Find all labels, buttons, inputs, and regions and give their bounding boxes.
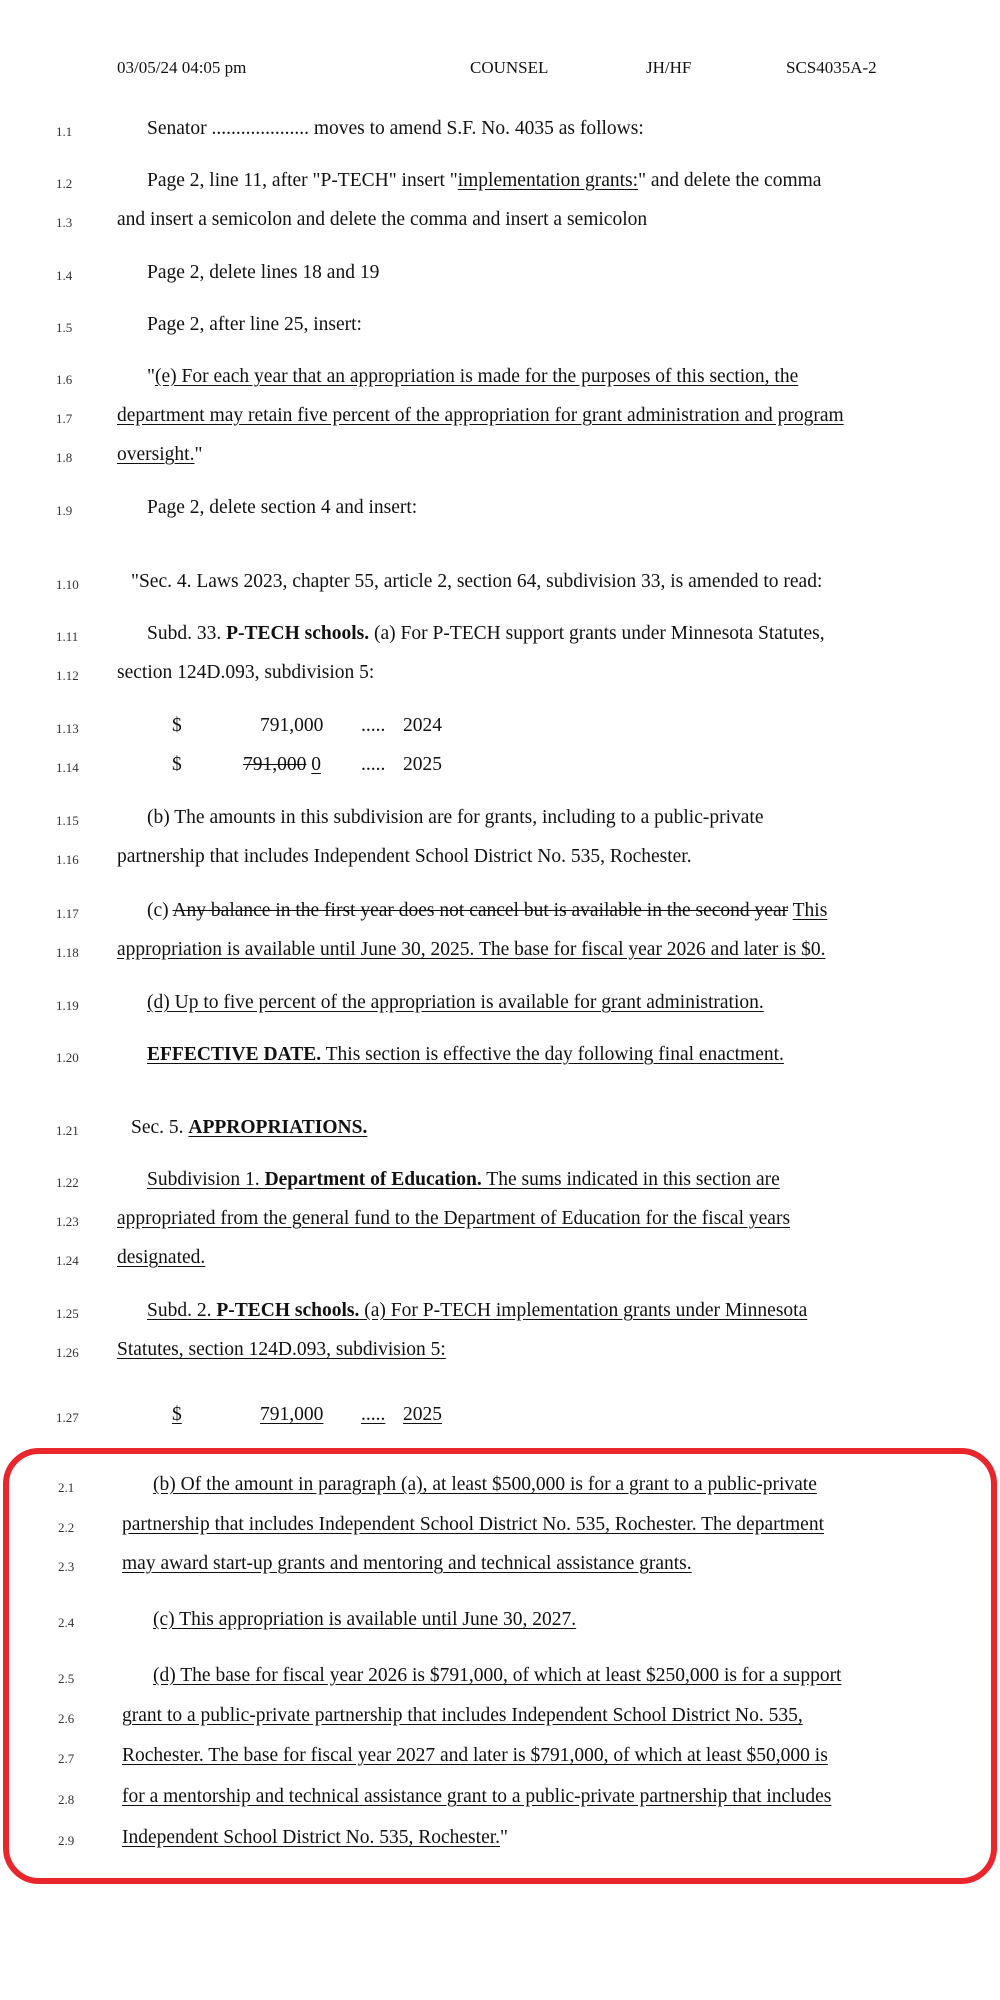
line-number: 2.2 xyxy=(58,1520,75,1535)
line-number: 1.17 xyxy=(56,906,79,921)
line-text: Page 2, delete lines 18 and 19 xyxy=(147,262,380,283)
line-number: 2.5 xyxy=(58,1671,75,1686)
line-number: 1.14 xyxy=(56,760,79,775)
line-text: Subdivision 1. Department of Education. The sums indicated in this section are xyxy=(147,1169,780,1190)
line-text: partnership that includes Independent School District No. 535, Rochester. xyxy=(117,846,692,867)
line-number: 1.25 xyxy=(56,1306,79,1321)
line-number: 1.13 xyxy=(56,721,79,736)
line-text: Subd. 33. P-TECH schools. (a) For P-TECH support grants under Minnesota Statutes, xyxy=(147,623,825,644)
line-text: Subd. 2. P-TECH schools. (a) For P-TECH implementation grants under Minnesota xyxy=(147,1300,808,1321)
amount-value: 791,000 xyxy=(260,715,324,736)
line-number: 1.23 xyxy=(56,1214,79,1229)
header-office: COUNSEL xyxy=(470,58,549,77)
line-text: (b) Of the amount in paragraph (a), at least $500,000 is for a grant to a public-private xyxy=(153,1474,817,1495)
line-text: "(e) For each year that an appropriation is made for the purposes of this section, the xyxy=(147,366,799,387)
amount-value: 791,000 xyxy=(260,1404,324,1425)
header-initials: JH/HF xyxy=(646,58,692,77)
amount-year: 2025 xyxy=(403,754,442,775)
line-text: Page 2, after line 25, insert: xyxy=(147,314,362,335)
line-text: Rochester. The base for fiscal year 2027 and later is $791,000, of which at least $50,000 is xyxy=(122,1745,828,1766)
line-text: for a mentorship and technical assistance grant to a public-private partnership that includes xyxy=(122,1786,832,1807)
line-number: 1.15 xyxy=(56,813,79,828)
amount-dots: ..... xyxy=(361,715,386,736)
line-number: 1.9 xyxy=(56,503,73,518)
line-text: "Sec. 4. Laws 2023, chapter 55, article 2, section 64, subdivision 33, is amended to read: xyxy=(131,571,823,592)
line-text: section 124D.093, subdivision 5: xyxy=(117,662,375,683)
line-number: 1.12 xyxy=(56,668,79,683)
line-text: (d) The base for fiscal year 2026 is $791,000, of which at least $250,000 is for a support xyxy=(153,1665,842,1686)
line-number: 1.20 xyxy=(56,1050,79,1065)
line-number: 1.3 xyxy=(56,215,73,230)
line-text: Page 2, line 11, after "P-TECH" insert "implementation grants:" and delete the comma xyxy=(147,170,822,191)
line-text: EFFECTIVE DATE. This section is effective the day following final enactment. xyxy=(147,1044,784,1065)
amount-dollar: $ xyxy=(172,715,182,736)
line-number: 1.1 xyxy=(56,124,73,139)
line-number: 1.24 xyxy=(56,1253,79,1268)
line-number: 2.9 xyxy=(58,1833,75,1848)
line-number: 1.6 xyxy=(56,372,73,387)
line-text: oversight." xyxy=(117,444,203,465)
amount-value: 791,000 0 xyxy=(243,754,321,775)
line-number: 1.2 xyxy=(56,176,73,191)
line-number: 2.8 xyxy=(58,1792,75,1807)
amount-year: 2024 xyxy=(403,715,442,736)
line-text: appropriation is available until June 30, 2025. The base for fiscal year 2026 and later is $0. xyxy=(117,939,826,960)
line-number: 1.5 xyxy=(56,320,73,335)
line-number: 2.3 xyxy=(58,1559,75,1574)
line-number: 2.7 xyxy=(58,1751,75,1766)
line-text: Page 2, delete section 4 and insert: xyxy=(147,497,418,518)
line-number: 1.27 xyxy=(56,1410,79,1425)
line-number: 1.8 xyxy=(56,450,73,465)
line-number: 1.11 xyxy=(56,629,79,644)
line-number: 1.26 xyxy=(56,1345,79,1360)
line-number: 1.22 xyxy=(56,1175,79,1190)
line-number: 1.10 xyxy=(56,577,79,592)
amount-year: 2025 xyxy=(403,1404,442,1425)
line-text: designated. xyxy=(117,1247,206,1268)
line-number: 2.6 xyxy=(58,1711,75,1726)
line-text: Statutes, section 124D.093, subdivision 5: xyxy=(117,1339,446,1360)
section-heading: Sec. 5. APPROPRIATIONS. xyxy=(131,1117,368,1138)
line-number: 1.19 xyxy=(56,998,79,1013)
line-text: (b) The amounts in this subdivision are for grants, including to a public-private xyxy=(147,807,764,828)
amount-dots: ..... xyxy=(361,1404,386,1425)
line-number: 2.1 xyxy=(58,1480,75,1495)
line-text: Independent School District No. 535, Rochester." xyxy=(122,1827,508,1848)
header-doc-id: SCS4035A-2 xyxy=(786,58,877,77)
amount-dollar: $ xyxy=(172,1404,182,1425)
amount-dots: ..... xyxy=(361,754,386,775)
line-number: 2.4 xyxy=(58,1615,75,1630)
line-text: Senator .................... moves to amend S.F. No. 4035 as follows: xyxy=(147,118,644,139)
line-text: and insert a semicolon and delete the comma and insert a semicolon xyxy=(117,209,648,230)
line-text: (c) Any balance in the first year does not cancel but is available in the second year This xyxy=(147,900,828,921)
amount-dollar: $ xyxy=(172,754,182,775)
line-number: 1.18 xyxy=(56,945,79,960)
line-text: may award start-up grants and mentoring and technical assistance grants. xyxy=(122,1553,692,1574)
line-text: grant to a public-private partnership that includes Independent School District No. 535, xyxy=(122,1705,803,1726)
line-number: 1.4 xyxy=(56,268,73,283)
line-number: 1.21 xyxy=(56,1123,79,1138)
line-text: (d) Up to five percent of the appropriation is available for grant administration. xyxy=(147,992,764,1013)
line-number: 1.16 xyxy=(56,852,79,867)
line-text: partnership that includes Independent School District No. 535, Rochester. The department xyxy=(122,1514,825,1535)
line-text: (c) This appropriation is available until June 30, 2027. xyxy=(153,1609,577,1630)
line-text: department may retain five percent of the appropriation for grant administration and program xyxy=(117,405,844,426)
header-timestamp: 03/05/24 04:05 pm xyxy=(117,58,247,77)
line-number: 1.7 xyxy=(56,411,73,426)
line-text: appropriated from the general fund to the Department of Education for the fiscal years xyxy=(117,1208,791,1229)
